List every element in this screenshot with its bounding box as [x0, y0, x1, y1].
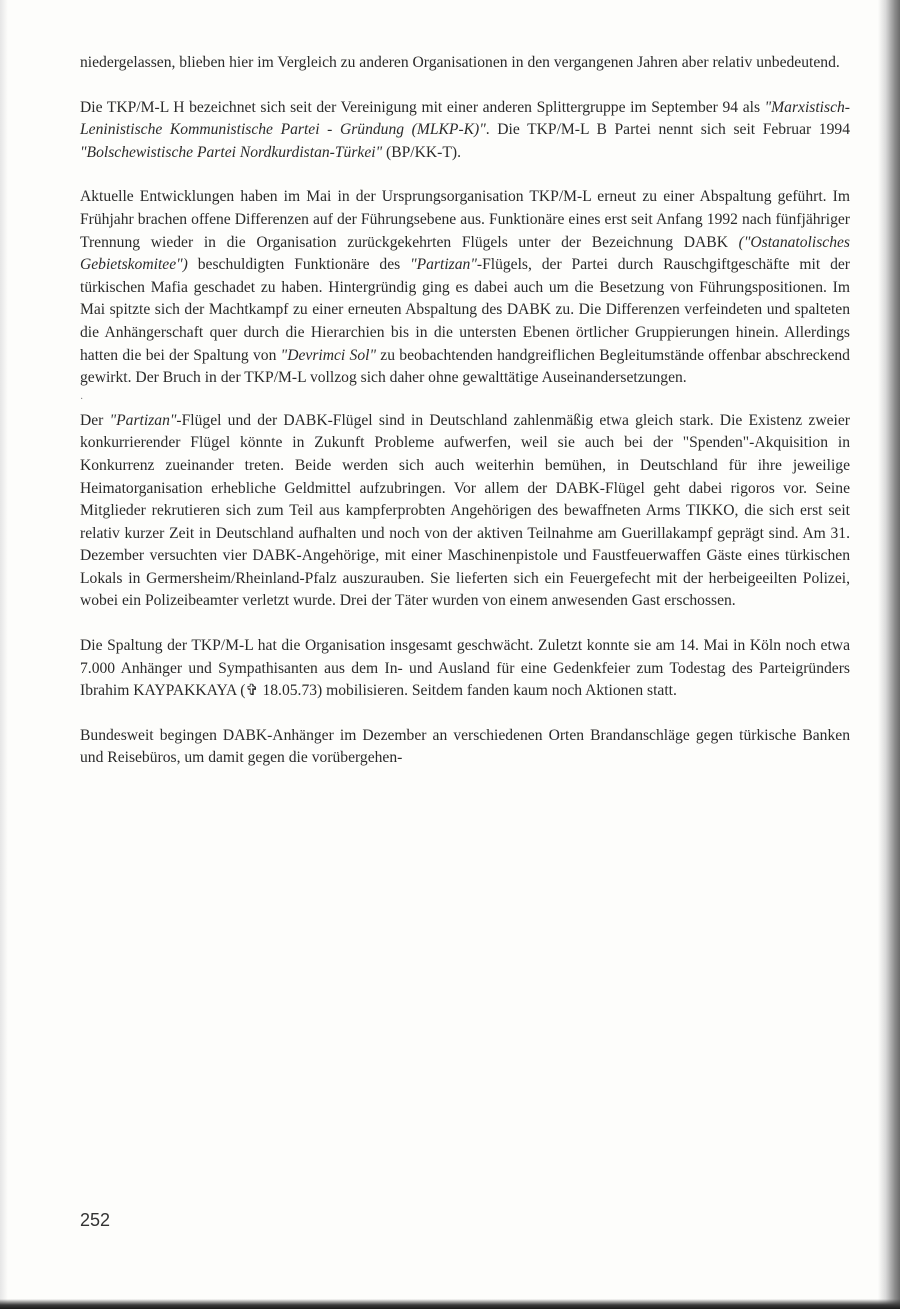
paragraph-4-text: -Flügel und der DABK-Flügel sind in Deutschland zahlenmäßig etwa gleich stark. Die Existenz zweier konkurrierender Flügel könnte in Zukunft Probleme aufwerfen, weil sie auch bei der "Spenden"-Akquisition in Konkurrenz zueinander treten. Beide werden sich auch weiterhin bemühen, in Deutschland für ihre jeweilige Heimatorganisation erhebliche Geldmittel aufzubringen. Vor allem der DABK-Flügel geht dabei rigoros vor. Seine Mitglieder rekrutieren sich zum Teil aus kampferprobten Angehörigen des bewaffneten Arms TIKKO, die sich erst seit relativ kurzer Zeit in Deutschland aufhalten und noch von der aktiven Teilnahme am Guerillakampf geprägt sind. Am 31. Dezember versuchten vier DABK-Angehörige, mit einer Maschinenpistole und Faustfeuerwaffen Gäste eines türkischen Lokals in Germersheim/Rheinland-Pfalz auszurauben. Sie lieferten sich ein Feuergefecht mit der herbeigeeilten Polizei, wobei ein Polizeibeamter verletzt wurde. Drei der Täter wurden von einem anwesenden Gast erschossen. — [80, 411, 850, 610]
paragraph-4-text: Der — [80, 411, 110, 429]
devrimci-sol-name: "Devrimci Sol" — [280, 346, 376, 364]
paragraph-3-text: beschuldigten Funktionäre des — [187, 256, 411, 274]
page-number: 252 — [80, 1210, 111, 1230]
dabk-name: ("Ostanatolisches Gebietskomitee") — [80, 233, 850, 274]
scan-speck: · — [80, 393, 84, 405]
paragraph-3 — [80, 186, 850, 389]
scan-left-edge — [0, 0, 8, 1309]
paragraph-5: Die Spaltung der TKP/M-L hat die Organisation insgesamt geschwächt. Zuletzt konnte sie am 14. Mai in Köln noch etwa 7.000 Anhänger und Sympathisanten aus dem In- und Ausland für eine Gedenkfeier zum Todestag des Parteigründers Ibrahim KAYPAKKAYA (✞ 18.05.73) mobilisieren. Seitdem fanden kaum noch Aktionen statt. — [80, 637, 850, 700]
paragraph-2-text: Die TKP/M-L H bezeichnet sich seit der Vereinigung mit einer anderen Splittergruppe im September 94 als — [80, 98, 765, 116]
paragraph-2-text: . Die TKP/M-L B Partei nennt sich seit Februar 1994 — [485, 121, 850, 139]
partizan-name: "Partizan" — [109, 411, 177, 429]
paragraph-3-text: zu beobachtenden handgreiflichen Begleitumstände offenbar abschreckend gewirkt. Der Bruch in der TKP/M-L vollzog sich daher ohne gewalttätige Auseinandersetzungen. — [80, 346, 850, 387]
paragraph-2-text: (BP/KK-T). — [382, 143, 461, 161]
party-name-bpkkt: "Bolschewistische Partei Nordkurdistan-Türkei" — [80, 143, 383, 161]
paragraph-3-text: -Flügels, der Partei durch Rauschgiftgeschäfte mit der türkischen Mafia geschadet zu haben. Hintergründig ging es dabei auch um die Besetzung von Führungspositionen. Im Mai spitzte sich der Machtkampf zu einer erneuten Abspaltung des DABK zu. Die Differenzen verfeindeten und spalteten die Anhängerschaft quer durch die Hierarchien bis in die untersten Ebenen örtlicher Gruppierungen hinein. Allerdings hatten die bei der Spaltung von — [80, 256, 850, 364]
paragraph-4 — [80, 410, 850, 613]
party-name-mlkp: "Marxistisch-Leninistische Kommunistische Partei - Gründung (MLKP-K)" — [80, 98, 850, 139]
paragraph-2 — [80, 97, 850, 165]
text-body — [80, 52, 850, 792]
paragraph-1: niedergelassen, blieben hier im Vergleich zu anderen Organisationen in den vergangenen Jahren aber relativ unbedeutend. — [80, 54, 840, 71]
scan-right-edge-shadow — [878, 0, 900, 1309]
paragraph-3-text: Aktuelle Entwicklungen haben im Mai in der Ursprungsorganisation TKP/M-L erneut zu einer Abspaltung geführt. Im Frühjahr brachen offene Differenzen auf der Führungsebene aus. Funktionäre eines erst seit Anfang 1992 nach fünfjähriger Trennung wieder in die Organisation zurückgekehrten Flügels unter der Bezeichnung DABK — [80, 188, 850, 251]
scan-bottom-edge-shadow — [0, 1299, 900, 1309]
partizan-name: "Partizan" — [410, 256, 477, 274]
paragraph-6: Bundesweit begingen DABK-Anhänger im Dezember an verschiedenen Orten Brandanschläge gegen türkische Banken und Reisebüros, um damit gegen die vorübergehen- — [80, 726, 850, 767]
